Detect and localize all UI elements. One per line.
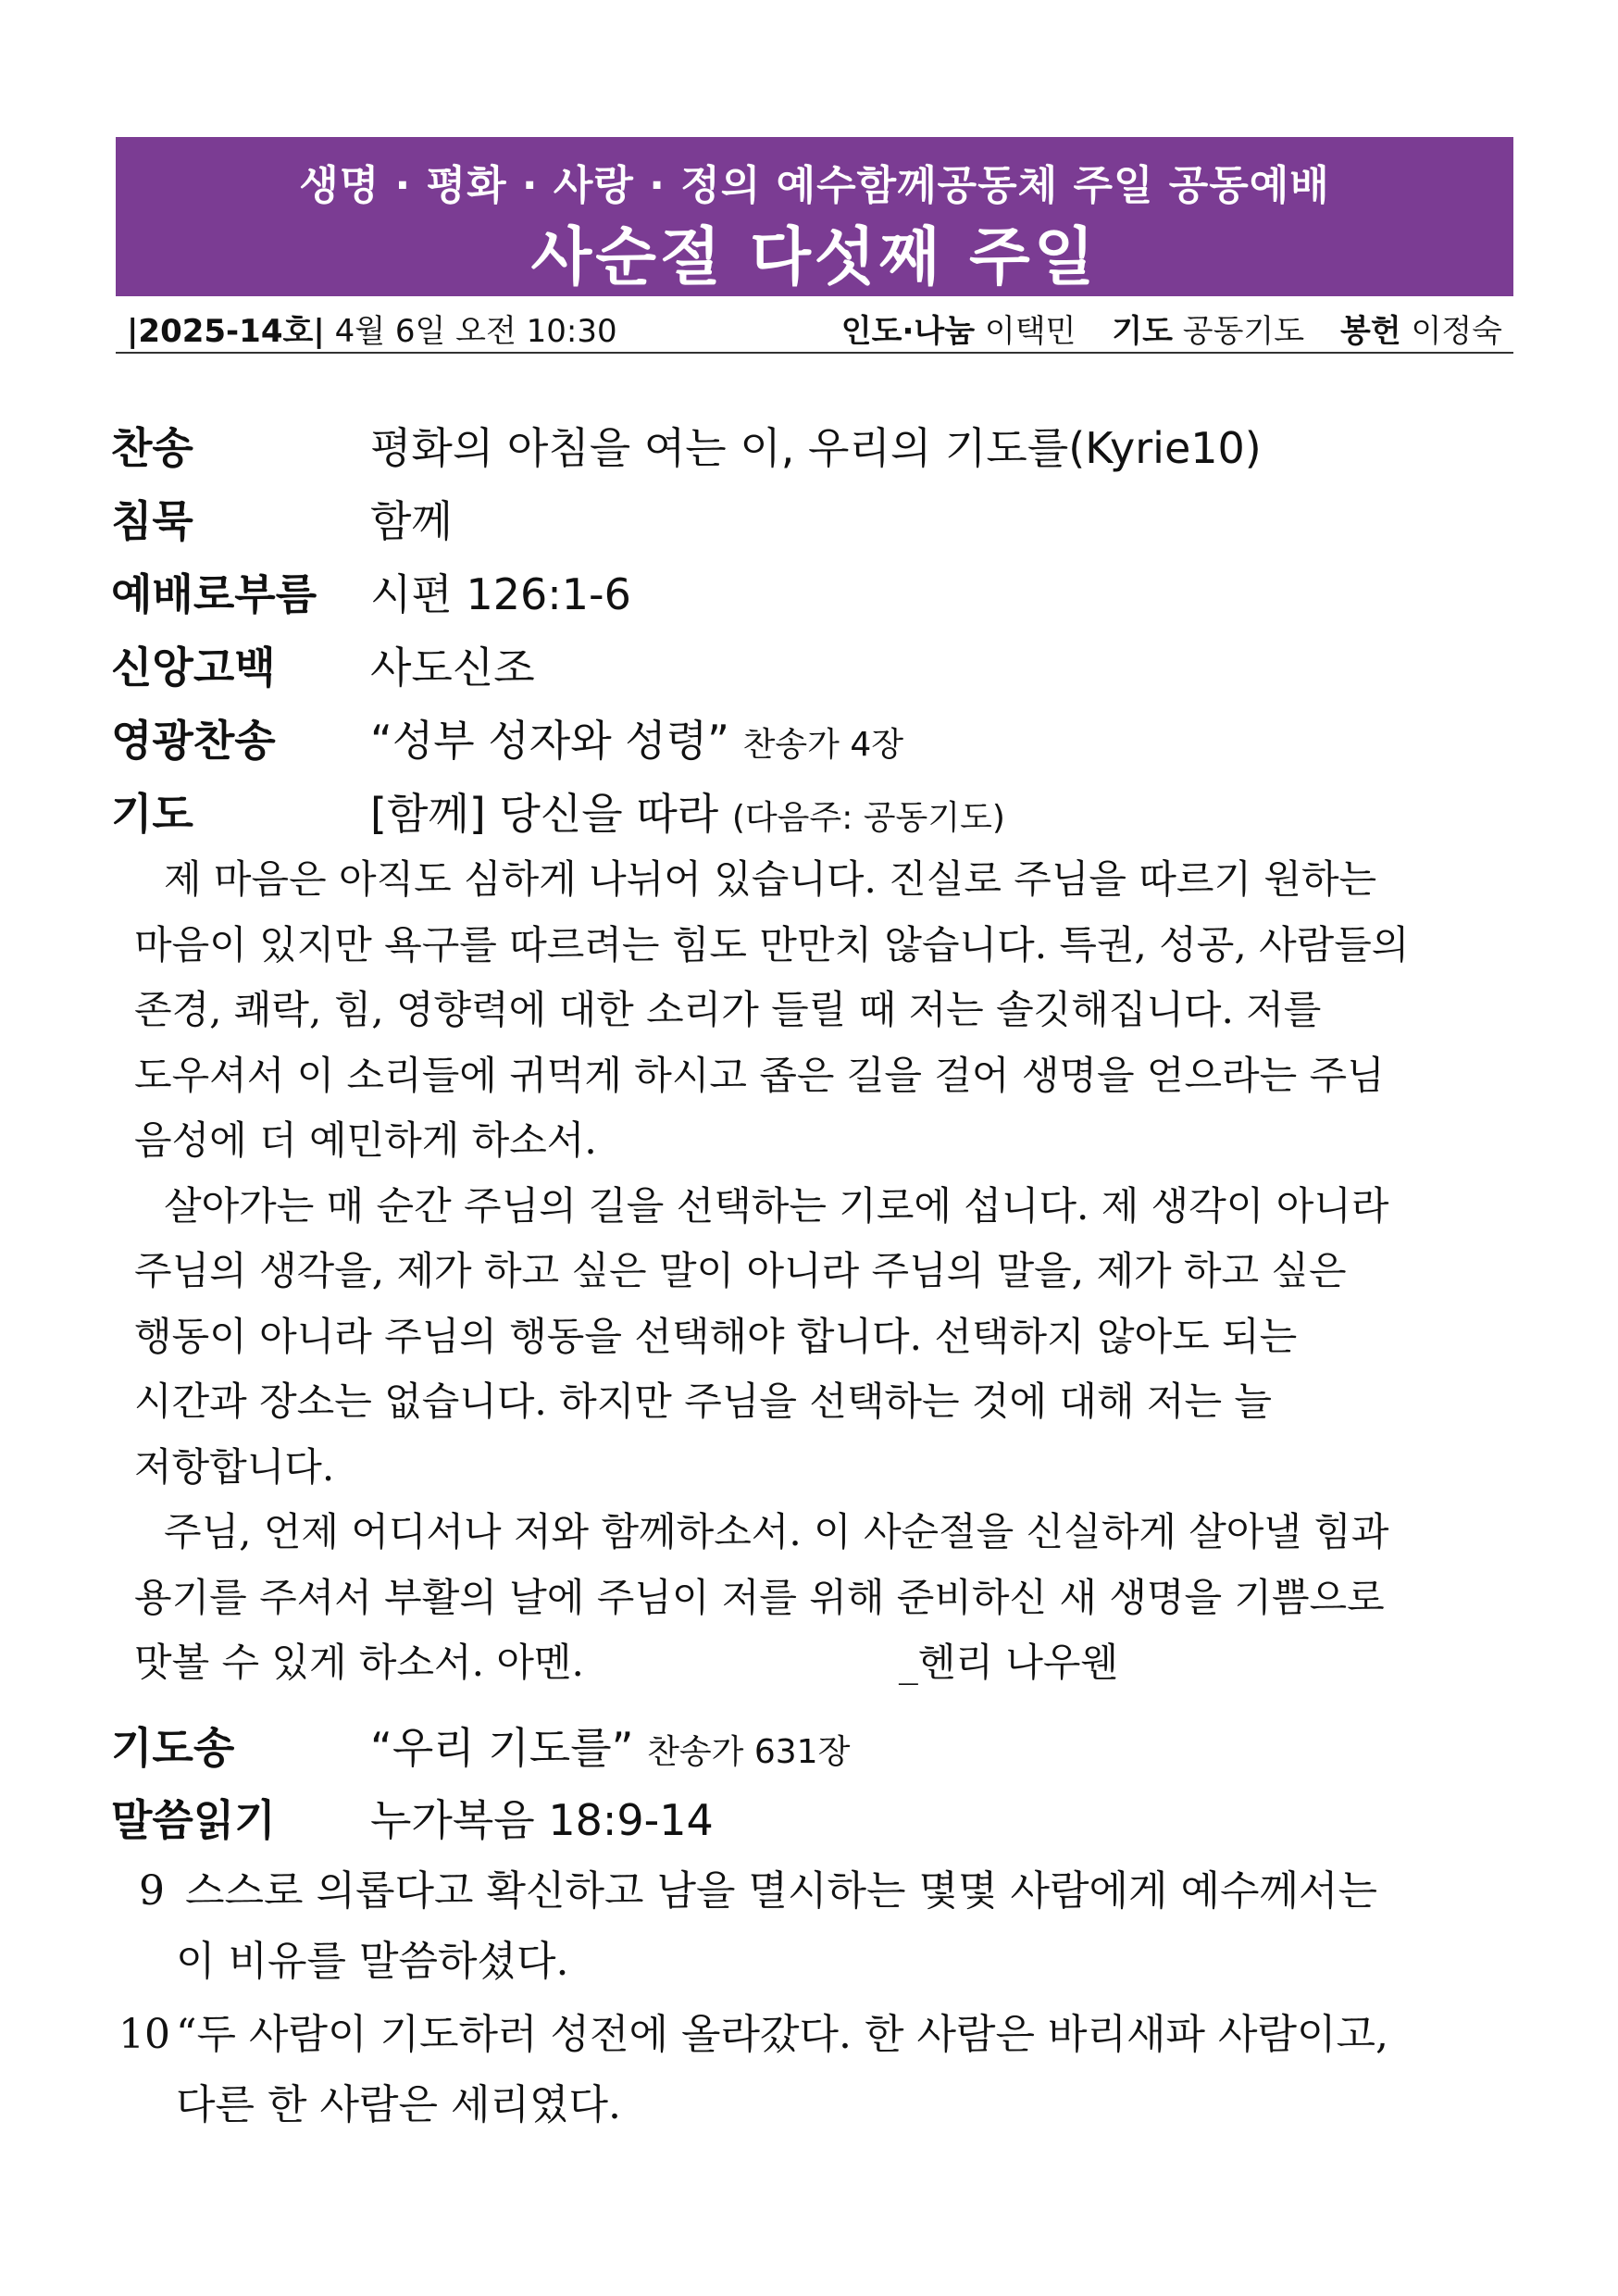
verse-9 xyxy=(139,1856,1377,1997)
order-value: 평화의 아침을 여는 이, 우리의 기도를(Kyrie10) xyxy=(370,423,1262,473)
prayer-line: 제 마음은 아직도 심하게 나뉘어 있습니다. 진실로 주님을 따르기 원하는 xyxy=(164,856,1377,902)
prayer-label: 기도 xyxy=(1112,313,1173,350)
service-info-left xyxy=(127,306,617,351)
order-value: 누가복음 18:9-14 xyxy=(370,1795,714,1845)
order-gloria xyxy=(111,707,903,768)
order-label: 영광찬송 xyxy=(111,716,276,766)
service-datetime: 4월 6일 오전 10:30 xyxy=(334,313,617,350)
order-hymn xyxy=(111,415,1262,476)
prayer-line: 저항합니다. xyxy=(134,1443,335,1490)
issue-number: |2025-14호| xyxy=(127,313,325,350)
verse-text: 스스로 의롭다고 확신하고 남을 멸시하는 몇몇 사람에게 예수께서는 xyxy=(185,1867,1378,1915)
verse-text: 이 비유를 말씀하셨다. xyxy=(176,1938,569,1985)
lead-name: 이택민 xyxy=(984,313,1077,350)
verse-10 xyxy=(118,2000,1388,2140)
order-label: 말씀읽기 xyxy=(111,1795,276,1845)
order-note: 찬송가 4장 xyxy=(742,726,904,764)
order-label: 침묵 xyxy=(111,496,193,546)
offering-name: 이정숙 xyxy=(1411,313,1502,350)
order-note: (다음주: 공동기도) xyxy=(731,799,1005,837)
order-value: 함께 xyxy=(370,496,453,546)
order-prayer xyxy=(111,780,1005,842)
prayer-line: 주님의 생각을, 제가 하고 싶은 말이 아니라 주님의 말을, 제가 하고 싶은 xyxy=(134,1248,1347,1293)
prayer-name: 공동기도 xyxy=(1182,313,1305,350)
order-note: 찬송가 631장 xyxy=(647,1733,851,1771)
order-label: 예배로부름 xyxy=(111,569,317,619)
order-call-to-worship xyxy=(111,561,631,622)
order-prayer-song xyxy=(111,1715,850,1776)
prayer-line: 살아가는 매 순간 주님의 길을 선택하는 기로에 섭니다. 제 생각이 아니라 xyxy=(164,1182,1389,1229)
prayer-line: 도우셔서 이 소리들에 귀먹게 하시고 좁은 길을 걸어 생명을 얻으라는 주님 xyxy=(134,1052,1385,1098)
order-value: [함께] 당신을 따라 xyxy=(370,789,719,839)
prayer-line: 존경, 쾌락, 힘, 영향력에 대한 소리가 들릴 때 저는 솔깃해집니다. 저를 xyxy=(134,987,1322,1032)
verse-text: “두 사람이 기도하러 성전에 올라갔다. 한 사람은 바리새파 사람이고, xyxy=(176,2011,1388,2058)
order-value: 시편 126:1-6 xyxy=(370,569,631,619)
order-label: 기도 xyxy=(111,789,193,839)
prayer-line: 행동이 아니라 주님의 행동을 선택해야 합니다. 선택하지 않아도 되는 xyxy=(134,1313,1298,1359)
header-subtitle: 생명 · 평화 · 사랑 · 정의 예수함께공동체 주일 공동예배 xyxy=(299,162,1330,209)
order-reading xyxy=(111,1787,714,1848)
prayer-line: 시간과 장소는 없습니다. 하지만 주님을 선택하는 것에 대해 저는 늘 xyxy=(134,1379,1272,1424)
prayer-text xyxy=(134,847,1523,1696)
offering-label: 봉헌 xyxy=(1339,313,1401,350)
prayer-line: 마음이 있지만 욕구를 따르려는 힘도 만만치 않습니다. 특권, 성공, 사람들의 xyxy=(134,921,1410,967)
prayer-line: 음성에 더 예민하게 하소서. xyxy=(134,1117,597,1163)
order-label: 찬송 xyxy=(111,423,193,473)
prayer-line: 용기를 주셔서 부활의 날에 주님이 저를 위해 준비하신 새 생명을 기쁨으로 xyxy=(134,1574,1385,1620)
order-label: 신앙고백 xyxy=(111,643,276,693)
order-value: “성부 성자와 성령” xyxy=(370,716,729,766)
order-creed xyxy=(111,634,535,695)
prayer-signature: _헨리 나우웬 xyxy=(898,1640,1119,1685)
verse-text: 다른 한 사람은 세리였다. xyxy=(176,2081,621,2128)
service-info-right xyxy=(841,306,1502,351)
page-title: 사순절 다섯째 주일 xyxy=(530,221,1099,294)
prayer-last-line xyxy=(134,1630,1523,1696)
order-label: 기도송 xyxy=(111,1723,235,1773)
prayer-line: 맛볼 수 있게 하소서. 아멘. xyxy=(134,1640,584,1685)
order-value: 사도신조 xyxy=(370,643,535,693)
verse-number: 10 xyxy=(118,2011,170,2058)
lead-label: 인도·나눔 xyxy=(840,313,976,350)
header-banner xyxy=(116,137,1513,296)
order-value: “우리 기도를” xyxy=(370,1723,634,1773)
service-info-bar xyxy=(116,298,1513,354)
order-silence xyxy=(111,488,453,549)
verse-number: 9 xyxy=(139,1867,165,1915)
prayer-line: 주님, 언제 어디서나 저와 함께하소서. 이 사순절을 신실하게 살아낼 힘과 xyxy=(164,1509,1389,1554)
